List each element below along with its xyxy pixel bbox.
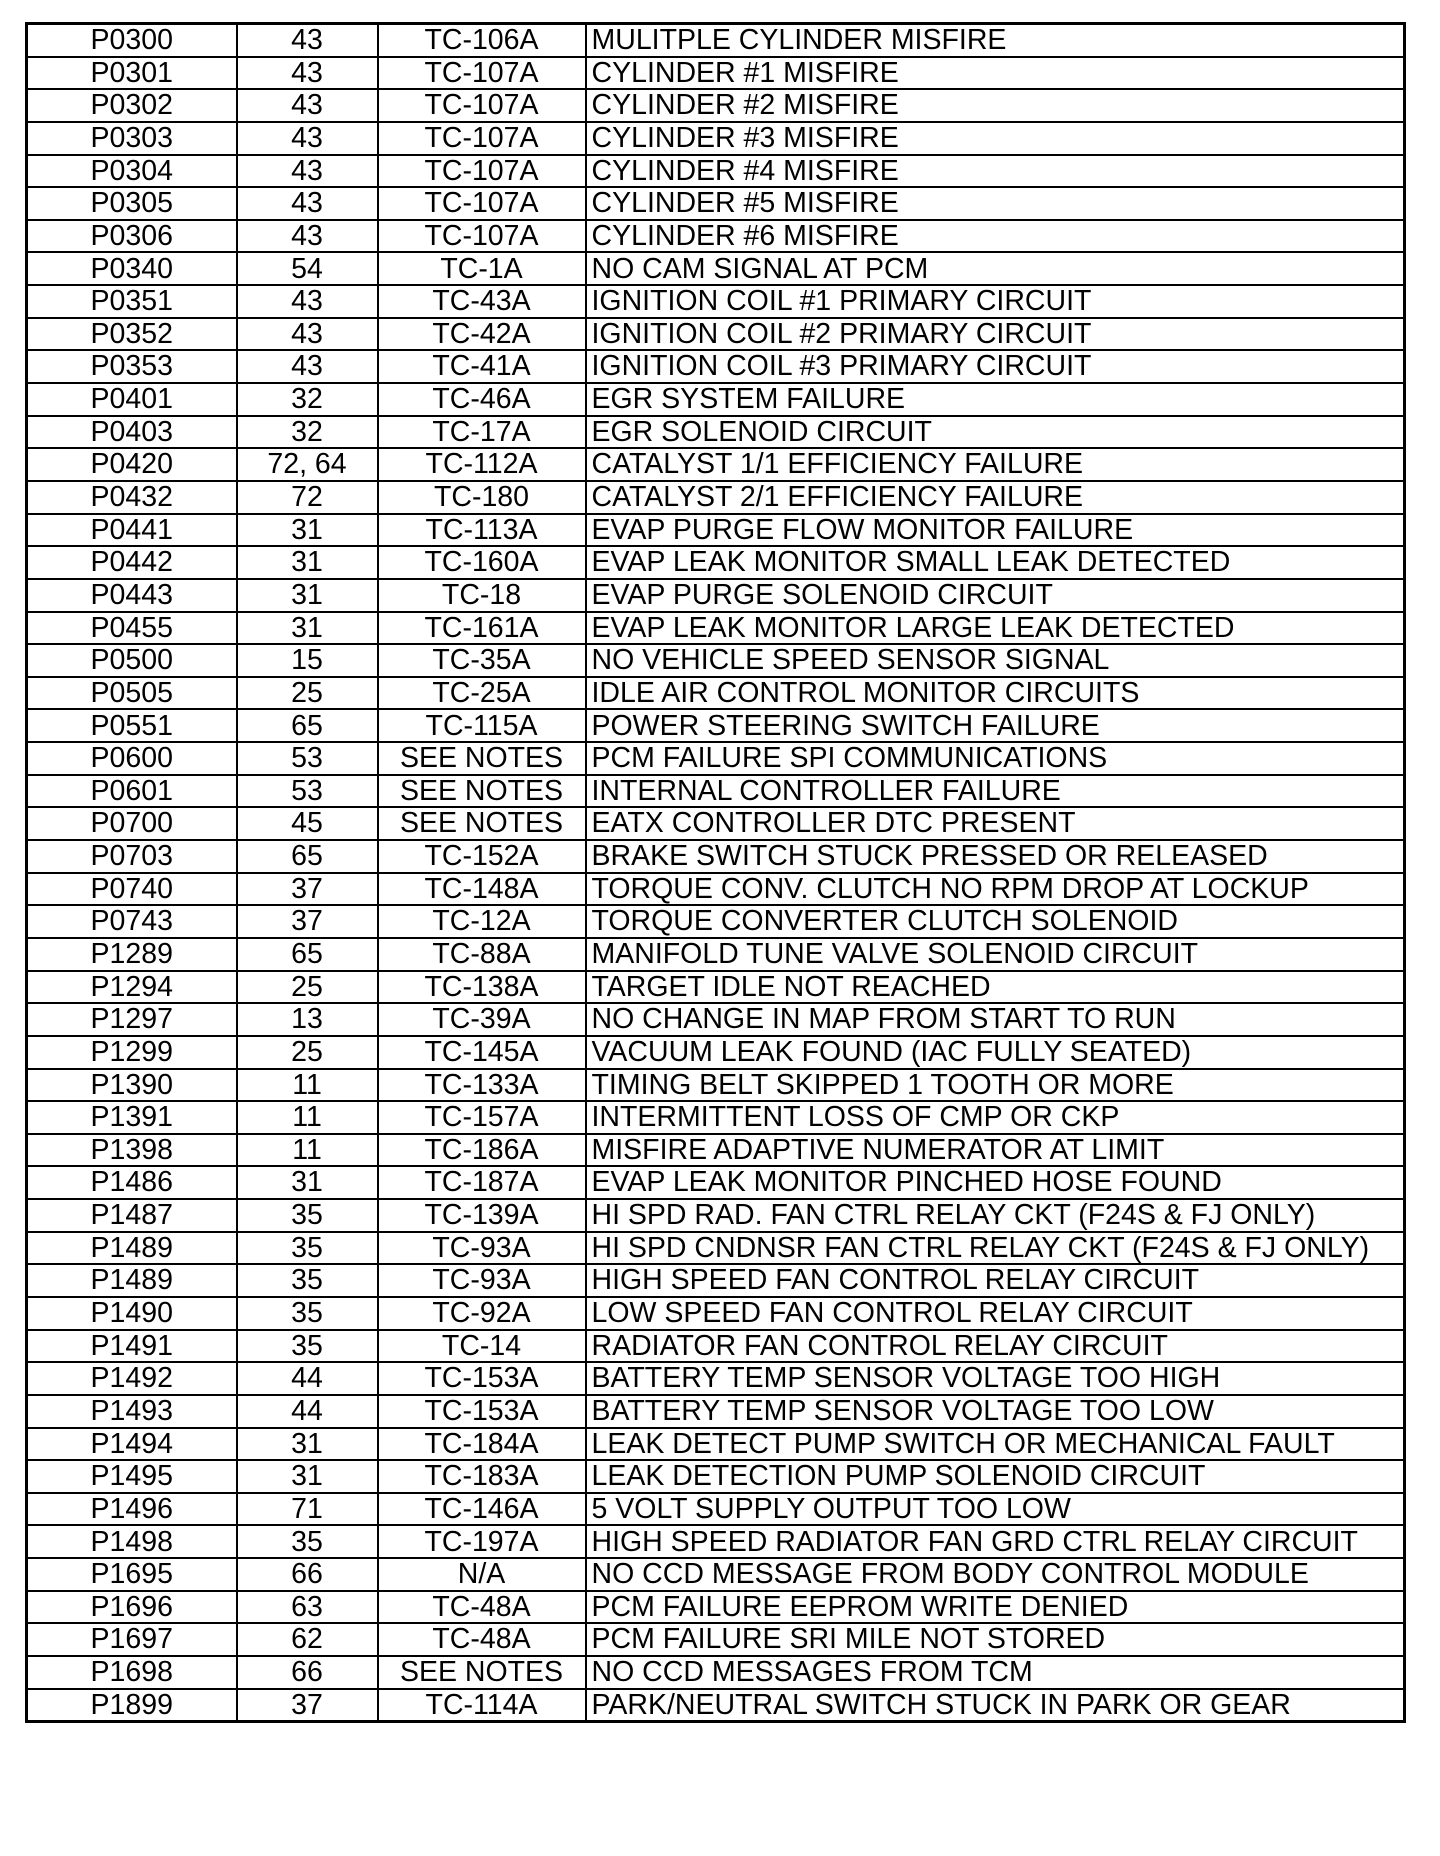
dtc-code-cell: P1696 xyxy=(27,1591,237,1624)
table-row xyxy=(27,905,1405,938)
fault-description-cell: HI SPD RAD. FAN CTRL RELAY CKT (F24S & FJ ONLY) xyxy=(586,1199,1405,1232)
test-procedure-cell: TC-152A xyxy=(378,840,586,873)
test-procedure-cell: TC-186A xyxy=(378,1134,586,1167)
mil-flash-code-cell: 71 xyxy=(237,1493,378,1526)
test-procedure-cell: TC-107A xyxy=(378,57,586,90)
fault-description-cell: PARK/NEUTRAL SWITCH STUCK IN PARK OR GEAR xyxy=(586,1689,1405,1722)
fault-description-cell: EGR SYSTEM FAILURE xyxy=(586,383,1405,416)
test-procedure-cell: TC-12A xyxy=(378,905,586,938)
test-procedure-cell: SEE NOTES xyxy=(378,807,586,840)
fault-description-cell: HI SPD CNDNSR FAN CTRL RELAY CKT (F24S & FJ ONLY) xyxy=(586,1232,1405,1265)
test-procedure-cell: TC-197A xyxy=(378,1525,586,1558)
dtc-code-cell: P1493 xyxy=(27,1395,237,1428)
mil-flash-code-cell: 43 xyxy=(237,318,378,351)
test-procedure-cell: TC-93A xyxy=(378,1264,586,1297)
table-row xyxy=(27,416,1405,449)
test-procedure-cell: TC-92A xyxy=(378,1297,586,1330)
table-row xyxy=(27,807,1405,840)
mil-flash-code-cell: 43 xyxy=(237,155,378,188)
dtc-code-cell: P0443 xyxy=(27,579,237,612)
dtc-code-cell: P1297 xyxy=(27,1003,237,1036)
table-row xyxy=(27,350,1405,383)
dtc-code-cell: P1496 xyxy=(27,1493,237,1526)
table-row xyxy=(27,1591,1405,1624)
table-row xyxy=(27,1166,1405,1199)
table-row xyxy=(27,220,1405,253)
dtc-code-cell: P0740 xyxy=(27,873,237,906)
mil-flash-code-cell: 32 xyxy=(237,416,378,449)
test-procedure-cell: TC-113A xyxy=(378,514,586,547)
test-procedure-cell: TC-42A xyxy=(378,318,586,351)
mil-flash-code-cell: 43 xyxy=(237,285,378,318)
table-row xyxy=(27,709,1405,742)
dtc-code-cell: P0441 xyxy=(27,514,237,547)
dtc-code-cell: P0304 xyxy=(27,155,237,188)
dtc-code-cell: P0442 xyxy=(27,546,237,579)
dtc-code-cell: P0353 xyxy=(27,350,237,383)
test-procedure-cell: TC-41A xyxy=(378,350,586,383)
fault-description-cell: BATTERY TEMP SENSOR VOLTAGE TOO LOW xyxy=(586,1395,1405,1428)
test-procedure-cell: TC-161A xyxy=(378,612,586,645)
fault-description-cell: CATALYST 1/1 EFFICIENCY FAILURE xyxy=(586,448,1405,481)
mil-flash-code-cell: 31 xyxy=(237,1428,378,1461)
fault-description-cell: TORQUE CONVERTER CLUTCH SOLENOID xyxy=(586,905,1405,938)
table-row xyxy=(27,285,1405,318)
test-procedure-cell: TC-184A xyxy=(378,1428,586,1461)
test-procedure-cell: TC-139A xyxy=(378,1199,586,1232)
dtc-code-cell: P0432 xyxy=(27,481,237,514)
mil-flash-code-cell: 35 xyxy=(237,1297,378,1330)
table-row xyxy=(27,775,1405,808)
test-procedure-cell: TC-153A xyxy=(378,1395,586,1428)
mil-flash-code-cell: 53 xyxy=(237,742,378,775)
table-row xyxy=(27,383,1405,416)
mil-flash-code-cell: 35 xyxy=(237,1264,378,1297)
dtc-code-cell: P1489 xyxy=(27,1264,237,1297)
dtc-code-cell: P1498 xyxy=(27,1525,237,1558)
mil-flash-code-cell: 43 xyxy=(237,89,378,122)
table-row xyxy=(27,1558,1405,1591)
test-procedure-cell: TC-35A xyxy=(378,644,586,677)
test-procedure-cell: SEE NOTES xyxy=(378,775,586,808)
mil-flash-code-cell: 35 xyxy=(237,1199,378,1232)
test-procedure-cell: SEE NOTES xyxy=(378,742,586,775)
table-row xyxy=(27,1036,1405,1069)
fault-description-cell: BRAKE SWITCH STUCK PRESSED OR RELEASED xyxy=(586,840,1405,873)
test-procedure-cell: TC-18 xyxy=(378,579,586,612)
dtc-table xyxy=(25,22,1406,1723)
fault-description-cell: MANIFOLD TUNE VALVE SOLENOID CIRCUIT xyxy=(586,938,1405,971)
table-row xyxy=(27,938,1405,971)
fault-description-cell: CATALYST 2/1 EFFICIENCY FAILURE xyxy=(586,481,1405,514)
fault-description-cell: EVAP LEAK MONITOR SMALL LEAK DETECTED xyxy=(586,546,1405,579)
mil-flash-code-cell: 31 xyxy=(237,546,378,579)
test-procedure-cell: N/A xyxy=(378,1558,586,1591)
mil-flash-code-cell: 25 xyxy=(237,677,378,710)
test-procedure-cell: TC-107A xyxy=(378,89,586,122)
mil-flash-code-cell: 72 xyxy=(237,481,378,514)
test-procedure-cell: TC-183A xyxy=(378,1460,586,1493)
fault-description-cell: TARGET IDLE NOT REACHED xyxy=(586,971,1405,1004)
dtc-code-cell: P0305 xyxy=(27,187,237,220)
table-row xyxy=(27,122,1405,155)
mil-flash-code-cell: 43 xyxy=(237,350,378,383)
mil-flash-code-cell: 44 xyxy=(237,1395,378,1428)
dtc-code-cell: P1695 xyxy=(27,1558,237,1591)
mil-flash-code-cell: 11 xyxy=(237,1069,378,1102)
mil-flash-code-cell: 31 xyxy=(237,1460,378,1493)
dtc-code-cell: P1398 xyxy=(27,1134,237,1167)
dtc-code-cell: P0551 xyxy=(27,709,237,742)
table-row xyxy=(27,1069,1405,1102)
fault-description-cell: CYLINDER #3 MISFIRE xyxy=(586,122,1405,155)
dtc-code-cell: P1697 xyxy=(27,1623,237,1656)
fault-description-cell: BATTERY TEMP SENSOR VOLTAGE TOO HIGH xyxy=(586,1362,1405,1395)
mil-flash-code-cell: 63 xyxy=(237,1591,378,1624)
dtc-code-cell: P0420 xyxy=(27,448,237,481)
mil-flash-code-cell: 66 xyxy=(237,1558,378,1591)
fault-description-cell: NO CCD MESSAGE FROM BODY CONTROL MODULE xyxy=(586,1558,1405,1591)
dtc-code-cell: P1899 xyxy=(27,1689,237,1722)
dtc-code-cell: P1486 xyxy=(27,1166,237,1199)
test-procedure-cell: TC-107A xyxy=(378,187,586,220)
table-row xyxy=(27,89,1405,122)
fault-description-cell: LEAK DETECTION PUMP SOLENOID CIRCUIT xyxy=(586,1460,1405,1493)
table-row xyxy=(27,1003,1405,1036)
mil-flash-code-cell: 65 xyxy=(237,840,378,873)
table-row xyxy=(27,1623,1405,1656)
fault-description-cell: CYLINDER #2 MISFIRE xyxy=(586,89,1405,122)
table-row xyxy=(27,644,1405,677)
fault-description-cell: HIGH SPEED FAN CONTROL RELAY CIRCUIT xyxy=(586,1264,1405,1297)
dtc-code-cell: P0505 xyxy=(27,677,237,710)
mil-flash-code-cell: 43 xyxy=(237,57,378,90)
test-procedure-cell: TC-112A xyxy=(378,448,586,481)
fault-description-cell: INTERNAL CONTROLLER FAILURE xyxy=(586,775,1405,808)
mil-flash-code-cell: 11 xyxy=(237,1101,378,1134)
mil-flash-code-cell: 44 xyxy=(237,1362,378,1395)
mil-flash-code-cell: 25 xyxy=(237,971,378,1004)
mil-flash-code-cell: 11 xyxy=(237,1134,378,1167)
dtc-table-body xyxy=(27,24,1405,1722)
fault-description-cell: HIGH SPEED RADIATOR FAN GRD CTRL RELAY CIRCUIT xyxy=(586,1525,1405,1558)
mil-flash-code-cell: 13 xyxy=(237,1003,378,1036)
table-row xyxy=(27,1232,1405,1265)
fault-description-cell: IGNITION COIL #1 PRIMARY CIRCUIT xyxy=(586,285,1405,318)
dtc-code-cell: P0351 xyxy=(27,285,237,318)
fault-description-cell: MISFIRE ADAPTIVE NUMERATOR AT LIMIT xyxy=(586,1134,1405,1167)
mil-flash-code-cell: 35 xyxy=(237,1232,378,1265)
dtc-code-cell: P0743 xyxy=(27,905,237,938)
test-procedure-cell: TC-148A xyxy=(378,873,586,906)
fault-description-cell: EVAP LEAK MONITOR PINCHED HOSE FOUND xyxy=(586,1166,1405,1199)
fault-description-cell: TIMING BELT SKIPPED 1 TOOTH OR MORE xyxy=(586,1069,1405,1102)
fault-description-cell: NO CCD MESSAGES FROM TCM xyxy=(586,1656,1405,1689)
fault-description-cell: IGNITION COIL #2 PRIMARY CIRCUIT xyxy=(586,318,1405,351)
table-row xyxy=(27,448,1405,481)
mil-flash-code-cell: 43 xyxy=(237,220,378,253)
fault-description-cell: CYLINDER #6 MISFIRE xyxy=(586,220,1405,253)
dtc-code-cell: P0300 xyxy=(27,24,237,57)
table-row xyxy=(27,514,1405,547)
mil-flash-code-cell: 65 xyxy=(237,938,378,971)
test-procedure-cell: TC-17A xyxy=(378,416,586,449)
fault-description-cell: NO CHANGE IN MAP FROM START TO RUN xyxy=(586,1003,1405,1036)
mil-flash-code-cell: 35 xyxy=(237,1525,378,1558)
fault-description-cell: TORQUE CONV. CLUTCH NO RPM DROP AT LOCKUP xyxy=(586,873,1405,906)
table-row xyxy=(27,1101,1405,1134)
test-procedure-cell: TC-39A xyxy=(378,1003,586,1036)
table-row xyxy=(27,579,1405,612)
dtc-code-cell: P0302 xyxy=(27,89,237,122)
table-row xyxy=(27,1134,1405,1167)
fault-description-cell: MULITPLE CYLINDER MISFIRE xyxy=(586,24,1405,57)
table-row xyxy=(27,1493,1405,1526)
fault-description-cell: CYLINDER #4 MISFIRE xyxy=(586,155,1405,188)
table-row xyxy=(27,187,1405,220)
mil-flash-code-cell: 35 xyxy=(237,1330,378,1363)
fault-description-cell: LEAK DETECT PUMP SWITCH OR MECHANICAL FAULT xyxy=(586,1428,1405,1461)
dtc-code-cell: P0401 xyxy=(27,383,237,416)
test-procedure-cell: TC-48A xyxy=(378,1623,586,1656)
test-procedure-cell: TC-115A xyxy=(378,709,586,742)
table-row xyxy=(27,57,1405,90)
table-row xyxy=(27,481,1405,514)
dtc-code-cell: P1495 xyxy=(27,1460,237,1493)
fault-description-cell: VACUUM LEAK FOUND (IAC FULLY SEATED) xyxy=(586,1036,1405,1069)
table-row xyxy=(27,742,1405,775)
test-procedure-cell: TC-180 xyxy=(378,481,586,514)
fault-description-cell: EATX CONTROLLER DTC PRESENT xyxy=(586,807,1405,840)
table-row xyxy=(27,1199,1405,1232)
mil-flash-code-cell: 43 xyxy=(237,122,378,155)
dtc-code-cell: P0700 xyxy=(27,807,237,840)
test-procedure-cell: TC-1A xyxy=(378,252,586,285)
mil-flash-code-cell: 62 xyxy=(237,1623,378,1656)
fault-description-cell: PCM FAILURE SRI MILE NOT STORED xyxy=(586,1623,1405,1656)
test-procedure-cell: TC-43A xyxy=(378,285,586,318)
test-procedure-cell: TC-146A xyxy=(378,1493,586,1526)
dtc-code-cell: P1294 xyxy=(27,971,237,1004)
dtc-code-cell: P0600 xyxy=(27,742,237,775)
test-procedure-cell: TC-106A xyxy=(378,24,586,57)
table-row xyxy=(27,155,1405,188)
mil-flash-code-cell: 72, 64 xyxy=(237,448,378,481)
dtc-code-cell: P0303 xyxy=(27,122,237,155)
test-procedure-cell: TC-114A xyxy=(378,1689,586,1722)
table-row xyxy=(27,840,1405,873)
fault-description-cell: 5 VOLT SUPPLY OUTPUT TOO LOW xyxy=(586,1493,1405,1526)
table-row xyxy=(27,612,1405,645)
mil-flash-code-cell: 25 xyxy=(237,1036,378,1069)
mil-flash-code-cell: 31 xyxy=(237,579,378,612)
table-row xyxy=(27,873,1405,906)
mil-flash-code-cell: 31 xyxy=(237,514,378,547)
table-row xyxy=(27,1525,1405,1558)
table-row xyxy=(27,1689,1405,1722)
test-procedure-cell: TC-48A xyxy=(378,1591,586,1624)
fault-description-cell: PCM FAILURE EEPROM WRITE DENIED xyxy=(586,1591,1405,1624)
fault-description-cell: RADIATOR FAN CONTROL RELAY CIRCUIT xyxy=(586,1330,1405,1363)
test-procedure-cell: TC-14 xyxy=(378,1330,586,1363)
dtc-code-cell: P0352 xyxy=(27,318,237,351)
mil-flash-code-cell: 31 xyxy=(237,612,378,645)
table-row xyxy=(27,252,1405,285)
test-procedure-cell: TC-25A xyxy=(378,677,586,710)
table-row xyxy=(27,971,1405,1004)
table-row xyxy=(27,1264,1405,1297)
table-row xyxy=(27,1395,1405,1428)
fault-description-cell: IDLE AIR CONTROL MONITOR CIRCUITS xyxy=(586,677,1405,710)
mil-flash-code-cell: 37 xyxy=(237,1689,378,1722)
fault-description-cell: EVAP PURGE FLOW MONITOR FAILURE xyxy=(586,514,1405,547)
mil-flash-code-cell: 15 xyxy=(237,644,378,677)
dtc-code-cell: P0601 xyxy=(27,775,237,808)
dtc-code-cell: P1299 xyxy=(27,1036,237,1069)
dtc-code-cell: P1391 xyxy=(27,1101,237,1134)
mil-flash-code-cell: 43 xyxy=(237,187,378,220)
fault-description-cell: INTERMITTENT LOSS OF CMP OR CKP xyxy=(586,1101,1405,1134)
test-procedure-cell: TC-93A xyxy=(378,1232,586,1265)
fault-description-cell: EGR SOLENOID CIRCUIT xyxy=(586,416,1405,449)
dtc-code-cell: P0306 xyxy=(27,220,237,253)
test-procedure-cell: TC-138A xyxy=(378,971,586,1004)
mil-flash-code-cell: 66 xyxy=(237,1656,378,1689)
table-row xyxy=(27,546,1405,579)
dtc-code-cell: P1390 xyxy=(27,1069,237,1102)
test-procedure-cell: TC-187A xyxy=(378,1166,586,1199)
dtc-code-cell: P1489 xyxy=(27,1232,237,1265)
dtc-code-cell: P0455 xyxy=(27,612,237,645)
fault-description-cell: EVAP PURGE SOLENOID CIRCUIT xyxy=(586,579,1405,612)
dtc-code-cell: P1289 xyxy=(27,938,237,971)
mil-flash-code-cell: 65 xyxy=(237,709,378,742)
fault-description-cell: CYLINDER #5 MISFIRE xyxy=(586,187,1405,220)
test-procedure-cell: TC-160A xyxy=(378,546,586,579)
dtc-code-cell: P1490 xyxy=(27,1297,237,1330)
fault-description-cell: CYLINDER #1 MISFIRE xyxy=(586,57,1405,90)
mil-flash-code-cell: 32 xyxy=(237,383,378,416)
mil-flash-code-cell: 43 xyxy=(237,24,378,57)
test-procedure-cell: TC-153A xyxy=(378,1362,586,1395)
table-row xyxy=(27,1330,1405,1363)
fault-description-cell: EVAP LEAK MONITOR LARGE LEAK DETECTED xyxy=(586,612,1405,645)
test-procedure-cell: TC-107A xyxy=(378,122,586,155)
mil-flash-code-cell: 37 xyxy=(237,873,378,906)
dtc-code-cell: P0403 xyxy=(27,416,237,449)
dtc-code-cell: P1487 xyxy=(27,1199,237,1232)
mil-flash-code-cell: 53 xyxy=(237,775,378,808)
mil-flash-code-cell: 45 xyxy=(237,807,378,840)
table-row xyxy=(27,24,1405,57)
fault-description-cell: IGNITION COIL #3 PRIMARY CIRCUIT xyxy=(586,350,1405,383)
fault-description-cell: LOW SPEED FAN CONTROL RELAY CIRCUIT xyxy=(586,1297,1405,1330)
dtc-code-cell: P1492 xyxy=(27,1362,237,1395)
table-row xyxy=(27,1297,1405,1330)
dtc-code-cell: P1494 xyxy=(27,1428,237,1461)
test-procedure-cell: TC-145A xyxy=(378,1036,586,1069)
dtc-code-cell: P1491 xyxy=(27,1330,237,1363)
test-procedure-cell: TC-157A xyxy=(378,1101,586,1134)
dtc-code-cell: P0500 xyxy=(27,644,237,677)
test-procedure-cell: TC-107A xyxy=(378,220,586,253)
fault-description-cell: NO VEHICLE SPEED SENSOR SIGNAL xyxy=(586,644,1405,677)
dtc-code-cell: P0340 xyxy=(27,252,237,285)
mil-flash-code-cell: 31 xyxy=(237,1166,378,1199)
test-procedure-cell: SEE NOTES xyxy=(378,1656,586,1689)
test-procedure-cell: TC-88A xyxy=(378,938,586,971)
mil-flash-code-cell: 37 xyxy=(237,905,378,938)
table-row xyxy=(27,1428,1405,1461)
fault-description-cell: PCM FAILURE SPI COMMUNICATIONS xyxy=(586,742,1405,775)
fault-description-cell: POWER STEERING SWITCH FAILURE xyxy=(586,709,1405,742)
test-procedure-cell: TC-133A xyxy=(378,1069,586,1102)
table-row xyxy=(27,318,1405,351)
fault-description-cell: NO CAM SIGNAL AT PCM xyxy=(586,252,1405,285)
table-row xyxy=(27,677,1405,710)
dtc-code-cell: P0301 xyxy=(27,57,237,90)
test-procedure-cell: TC-46A xyxy=(378,383,586,416)
table-row xyxy=(27,1362,1405,1395)
table-row xyxy=(27,1656,1405,1689)
test-procedure-cell: TC-107A xyxy=(378,155,586,188)
dtc-code-cell: P0703 xyxy=(27,840,237,873)
table-row xyxy=(27,1460,1405,1493)
dtc-code-cell: P1698 xyxy=(27,1656,237,1689)
mil-flash-code-cell: 54 xyxy=(237,252,378,285)
